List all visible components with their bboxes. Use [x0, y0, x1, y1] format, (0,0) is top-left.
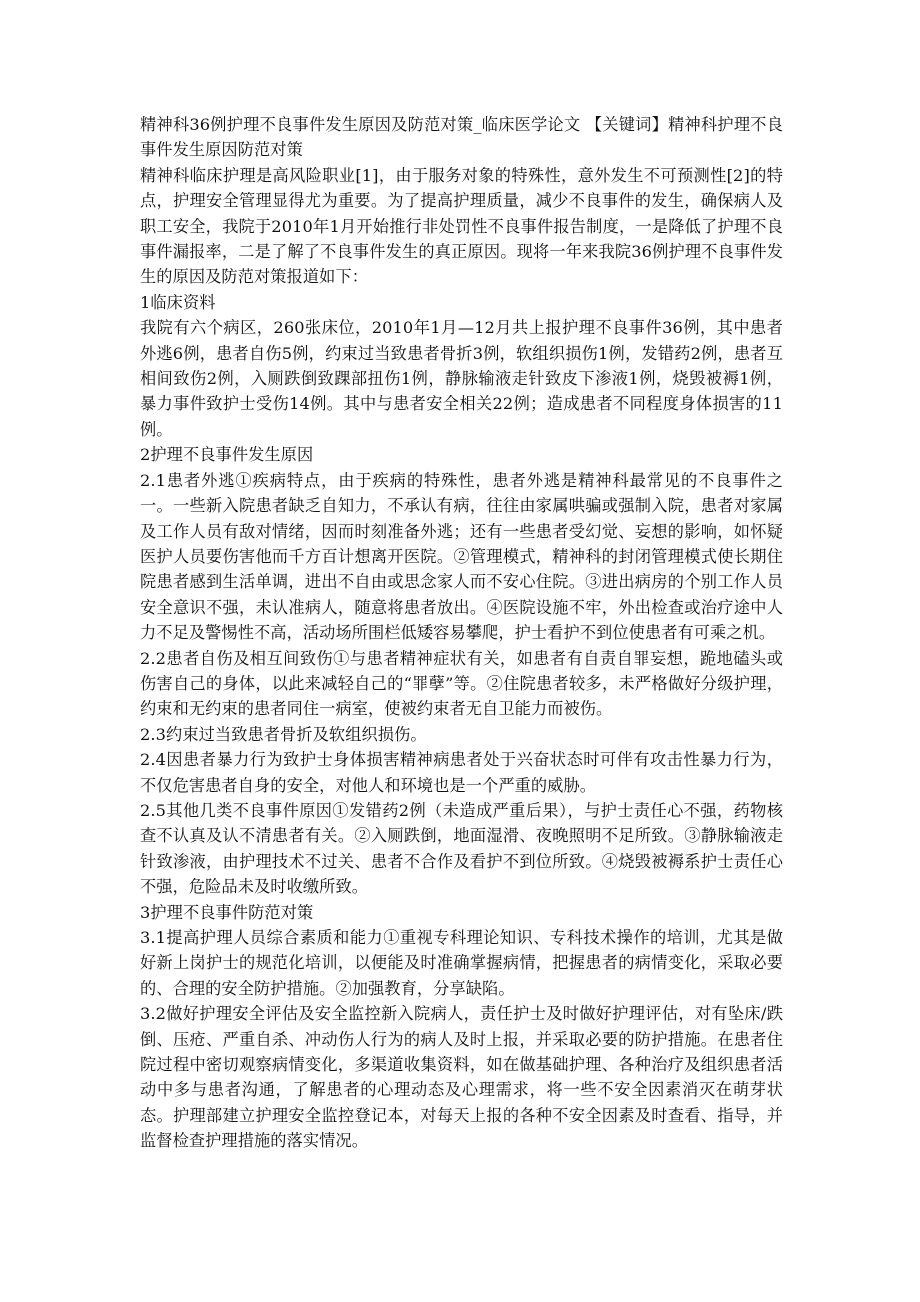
- section-2-heading: 2护理不良事件发生原因: [140, 445, 314, 465]
- section-1-body: 我院有六个病区，260张床位，2010年1月—12月共上报护理不良事件36例，其中患者外逃6例，患者自伤5例，约束过当致患者骨折3例，软组织损伤1例，发错药2例，患者互相间致伤2例，入厕跌倒致踝部扭伤1例，静脉输液走针致皮下渗液1例，烧毁被褥1例，暴力事件致护士受伤14例。其中与患者安全相关22例；造成患者不同程度身体损害的11例。: [140, 318, 783, 439]
- section-1-heading: 1临床资料: [140, 292, 216, 312]
- section-3-1-paragraph: 3.1提高护理人员综合素质和能力①重视专科理论知识、专科技术操作的培训，尤其是做好新上岗护士的规范化培训，以便能及时准确掌握病情，把握患者的病情变化，采取必要的、合理的安全防护措施。②加强教育，分享缺陷。: [140, 928, 783, 998]
- intro-paragraph: 精神科临床护理是高风险职业[1]，由于服务对象的特殊性，意外发生不可预测性[2]的特点，护理安全管理显得尤为重要。为了提高护理质量，减少不良事件的发生，确保病人及职工安全，我院于2010年1月开始推行非处罚性不良事件报告制度，一是降低了护理不良事件漏报率，二是了解了不良事件发生的真正原因。现将一年来我院36例护理不良事件发生的原因及防范对策报道如下：: [140, 165, 783, 287]
- document-title: 精神科36例护理不良事件发生原因及防范对策_临床医学论文 【关键词】精神科护理不良事件发生原因防范对策: [140, 115, 783, 160]
- section-2-1-paragraph: 2.1患者外逃①疾病特点，由于疾病的特殊性，患者外逃是精神科最常见的不良事件之一。一些新入院患者缺乏自知力，不承认有病，往往由家属哄骗或强制入院，患者对家属及工作人员有敌对情绪，因而时刻准备外逃；还有一些患者受幻觉、妄想的影响，如怀疑医护人员要伤害他而千方百计想离开医院。②管理模式，精神科的封闭管理模式使长期住院患者感到生活单调，进出不自由或思念家人而不安心住院。③进出病房的个别工作人员安全意识不强，未认准病人，随意将患者放出。④医院设施不牢，外出检查或治疗途中人力不足及警惕性不高，活动场所围栏低矮容易攀爬，护士看护不到位使患者有可乘之机。: [140, 470, 783, 643]
- section-2-2-paragraph: 2.2患者自伤及相互间致伤①与患者精神症状有关，如患者有自责自罪妄想，跪地磕头或伤害自己的身体，以此来减轻自己的“罪孽”等。②住院患者较多，未严格做好分级护理，约束和无约束的患者同住一病室，使被约束者无自卫能力而被伤。: [140, 648, 783, 719]
- section-2-3-paragraph: 2.3约束过当致患者骨折及软组织损伤。: [140, 724, 427, 744]
- section-3-heading: 3护理不良事件防范对策: [140, 902, 314, 922]
- section-2-5-paragraph: 2.5其他几类不良事件原因①发错药2例（未造成严重后果），与护士责任心不强，药物核查不认真及认不清患者有关。②入厕跌倒，地面湿滑、夜晚照明不足所致。③静脉输液走针致渗液，由护理技术不过关、患者不合作及看护不到位所致。④烧毁被褥系护士责任心不强，危险品未及时收缴所致。: [140, 800, 783, 897]
- document-page: [140, 112, 783, 1154]
- section-2-4-paragraph: 2.4因患者暴力行为致护士身体损害精神病患者处于兴奋状态时可伴有攻击性暴力行为，不仅危害患者自身的安全，对他人和环境也是一个严重的威胁。: [140, 750, 783, 795]
- section-3-2-paragraph: 3.2做好护理安全评估及安全监控新入院病人，责任护士及时做好护理评估，对有坠床/跌倒、压疮、严重自杀、冲动伤人行为的病人及时上报，并采取必要的防护措施。在患者住院过程中密切观察病情变化，多渠道收集资料，如在做基础护理、各种治疗及组织患者活动中多与患者沟通，了解患者的心理动态及心理需求，将一些不安全因素消灭在萌芽状态。护理部建立护理安全监控登记本，对每天上报的各种不安全因素及时查看、指导，并监督检查护理措施的落实情况。: [140, 1004, 783, 1151]
